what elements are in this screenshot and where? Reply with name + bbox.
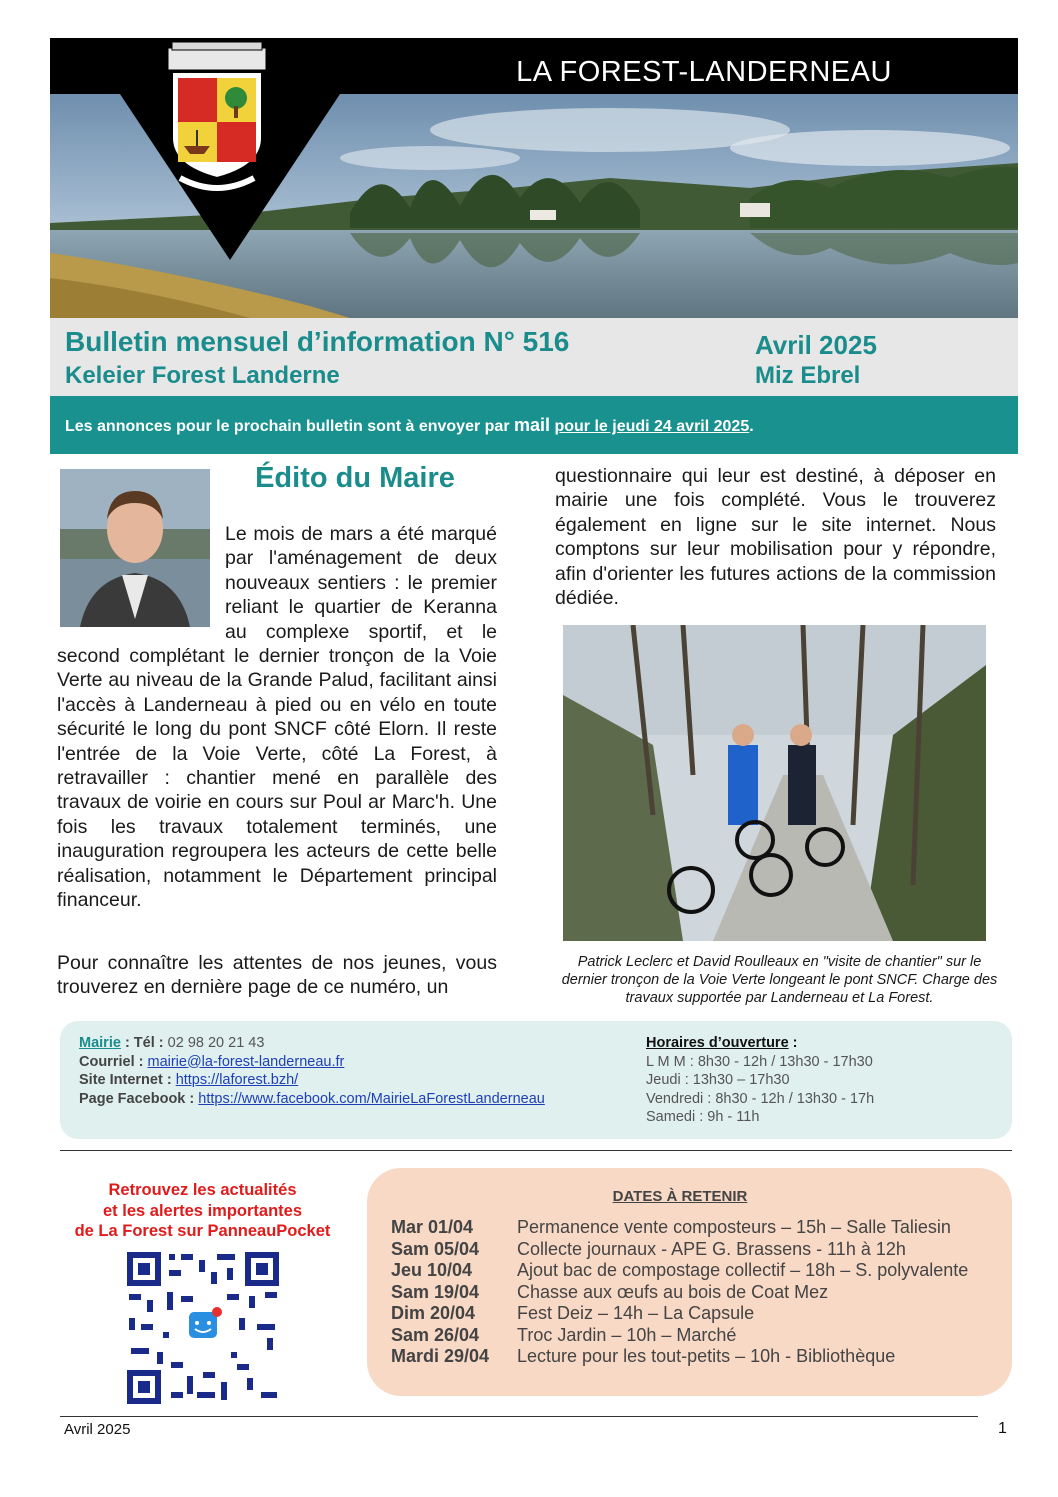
bulletin-date: Avril 2025: [755, 330, 877, 360]
bike-path-photo: [563, 625, 986, 941]
announcement-text: [65, 396, 754, 454]
phone-number: 02 98 20 21 43: [167, 1035, 265, 1051]
bulletin-subtitle: Keleier Forest Landerne: [65, 362, 340, 389]
date-day: Mar 01/04: [391, 1217, 474, 1237]
photo-caption: Patrick Leclerc et David Roulleaux en "visite de chantier" sur le dernier tronçon de la Voie Verte longeant le pont SNCF. Charge des travaux supportée par Landerneau et La Forest.: [561, 954, 998, 1006]
dates-list: [391, 1217, 968, 1368]
contact-details: [79, 1034, 545, 1108]
hours-line: Samedi : 9h - 11h: [646, 1109, 760, 1125]
list-item: [391, 1282, 968, 1304]
email-line: [79, 1053, 545, 1072]
facebook-link[interactable]: https://www.facebook.com/MairieLaForestLanderneau: [198, 1090, 545, 1107]
site-label: Site Internet :: [79, 1072, 176, 1088]
dates-box: [367, 1168, 1012, 1396]
footer-divider: [60, 1416, 978, 1417]
panneaupocket-line-3: de La Forest sur PanneauPocket: [74, 1222, 331, 1240]
date-event: Troc Jardin – 10h – Marché: [517, 1324, 737, 1345]
hours-title: Horaires d’ouverture: [646, 1035, 789, 1051]
divider: [60, 1150, 1012, 1151]
email-label: Courriel :: [79, 1053, 148, 1070]
panneaupocket-line-1: Retrouvez les actualités: [108, 1181, 297, 1199]
bulletin-title: Bulletin mensuel d’information N° 516: [65, 326, 570, 357]
edito-paragraph-2: Pour connaître les attentes de nos jeunes, vous trouverez en dernière page de ce numéro, un: [57, 952, 497, 999]
announcement-mail-word: mail: [513, 415, 551, 435]
facebook-label: Page Facebook :: [79, 1090, 199, 1107]
website-line: [79, 1071, 545, 1090]
panneaupocket-text: [60, 1180, 345, 1242]
list-item: [391, 1239, 968, 1261]
email-link[interactable]: mairie@la-forest-landerneau.fr: [147, 1053, 345, 1070]
list-item: [391, 1325, 968, 1347]
announcement-prefix: Les annonces pour le prochain bulletin sont à envoyer par: [65, 418, 514, 435]
date-event: Fest Deiz – 14h – La Capsule: [517, 1303, 755, 1323]
town-name: LA FOREST-LANDERNEAU: [516, 56, 892, 88]
page-number: 1: [998, 1420, 1007, 1437]
website-link[interactable]: https://laforest.bzh/: [175, 1072, 299, 1088]
hours-line: Jeudi : 13h30 – 17h30: [646, 1072, 790, 1088]
date-day: Sam 19/04: [391, 1281, 480, 1302]
announcement-band: [50, 396, 1018, 454]
edito-paragraph-2-continued: questionnaire qui leur est destiné, à déposer en mairie une fois complété. Vous le trouverez également en ligne sur le site internet. Nous comptons sur leur mobilisation pour y répondre, afin d'orienter les futures actions de la commission dédiée.: [555, 465, 996, 610]
list-item: [391, 1217, 968, 1239]
contact-box: [60, 1021, 1012, 1139]
announcement-suffix: .: [749, 418, 754, 435]
date-event: Lecture pour les tout-petits – 10h - Bibliothèque: [517, 1346, 896, 1366]
date-day: Dim 20/04: [391, 1303, 476, 1323]
date-day: Sam 26/04: [391, 1324, 480, 1345]
edito-title: Édito du Maire: [255, 462, 455, 494]
tel-label: : Tél :: [120, 1035, 168, 1051]
date-day: Jeu 10/04: [391, 1260, 473, 1280]
list-item: [391, 1346, 968, 1368]
date-event: Chasse aux œufs au bois de Coat Mez: [517, 1281, 829, 1302]
panneaupocket-line-2: et les alertes importantes: [103, 1201, 302, 1220]
opening-hours: [646, 1034, 874, 1127]
header-banner: [50, 38, 1018, 318]
bulletin-title-band: [50, 318, 1018, 396]
dates-title: DATES À RETENIR: [612, 1188, 748, 1205]
hours-line: Vendredi : 8h30 - 12h / 13h30 - 17h: [646, 1090, 875, 1107]
date-event: Permanence vente composteurs – 15h – Salle Taliesin: [517, 1217, 951, 1237]
hours-heading: [646, 1034, 874, 1053]
phone-line: [79, 1034, 545, 1053]
edito-paragraph-1-text: Le mois de mars a été marqué par l'aménagement de deux nouveaux sentiers : le premier reliant le quartier de Keranna au complexe sportif, et le second complétant le dernier tronçon de la Voie Verte au niveau de la Grande Palud, facilitant ainsi l'accès à Landerneau à pied ou en vélo en toute sécurité le long du pont SNCF côté Elorn. Il reste l'entrée de la Voie Verte, côté La Forest, à retravailler : chantier mené en parallèle des travaux de voirie en cours sur Poul ar Marc'h. Une fois les travaux totalement terminés, une inauguration regroupera les acteurs de cette belle réalisation, notamment le Département principal financeur.: [57, 523, 497, 912]
list-item: [391, 1260, 968, 1282]
date-event: Collecte journaux - APE G. Brassens - 11h à 12h: [517, 1238, 906, 1259]
facebook-line: [79, 1090, 545, 1109]
bulletin-month-breton: Miz Ebrel: [755, 362, 861, 389]
mairie-link[interactable]: Mairie: [79, 1035, 121, 1051]
hours-line: L M M : 8h30 - 12h / 13h30 - 17h30: [646, 1053, 873, 1070]
edito-paragraph-1: [57, 522, 497, 913]
announcement-deadline: pour le jeudi 24 avril 2025: [554, 418, 750, 435]
qr-code-icon[interactable]: [127, 1252, 279, 1404]
date-day: Mardi 29/04: [391, 1346, 490, 1366]
date-day: Sam 05/04: [391, 1238, 480, 1259]
date-event: Ajout bac de compostage collectif – 18h – S. polyvalente: [517, 1260, 969, 1280]
list-item: [391, 1303, 968, 1325]
footer-date: Avril 2025: [64, 1421, 131, 1438]
hours-colon: :: [788, 1035, 798, 1051]
